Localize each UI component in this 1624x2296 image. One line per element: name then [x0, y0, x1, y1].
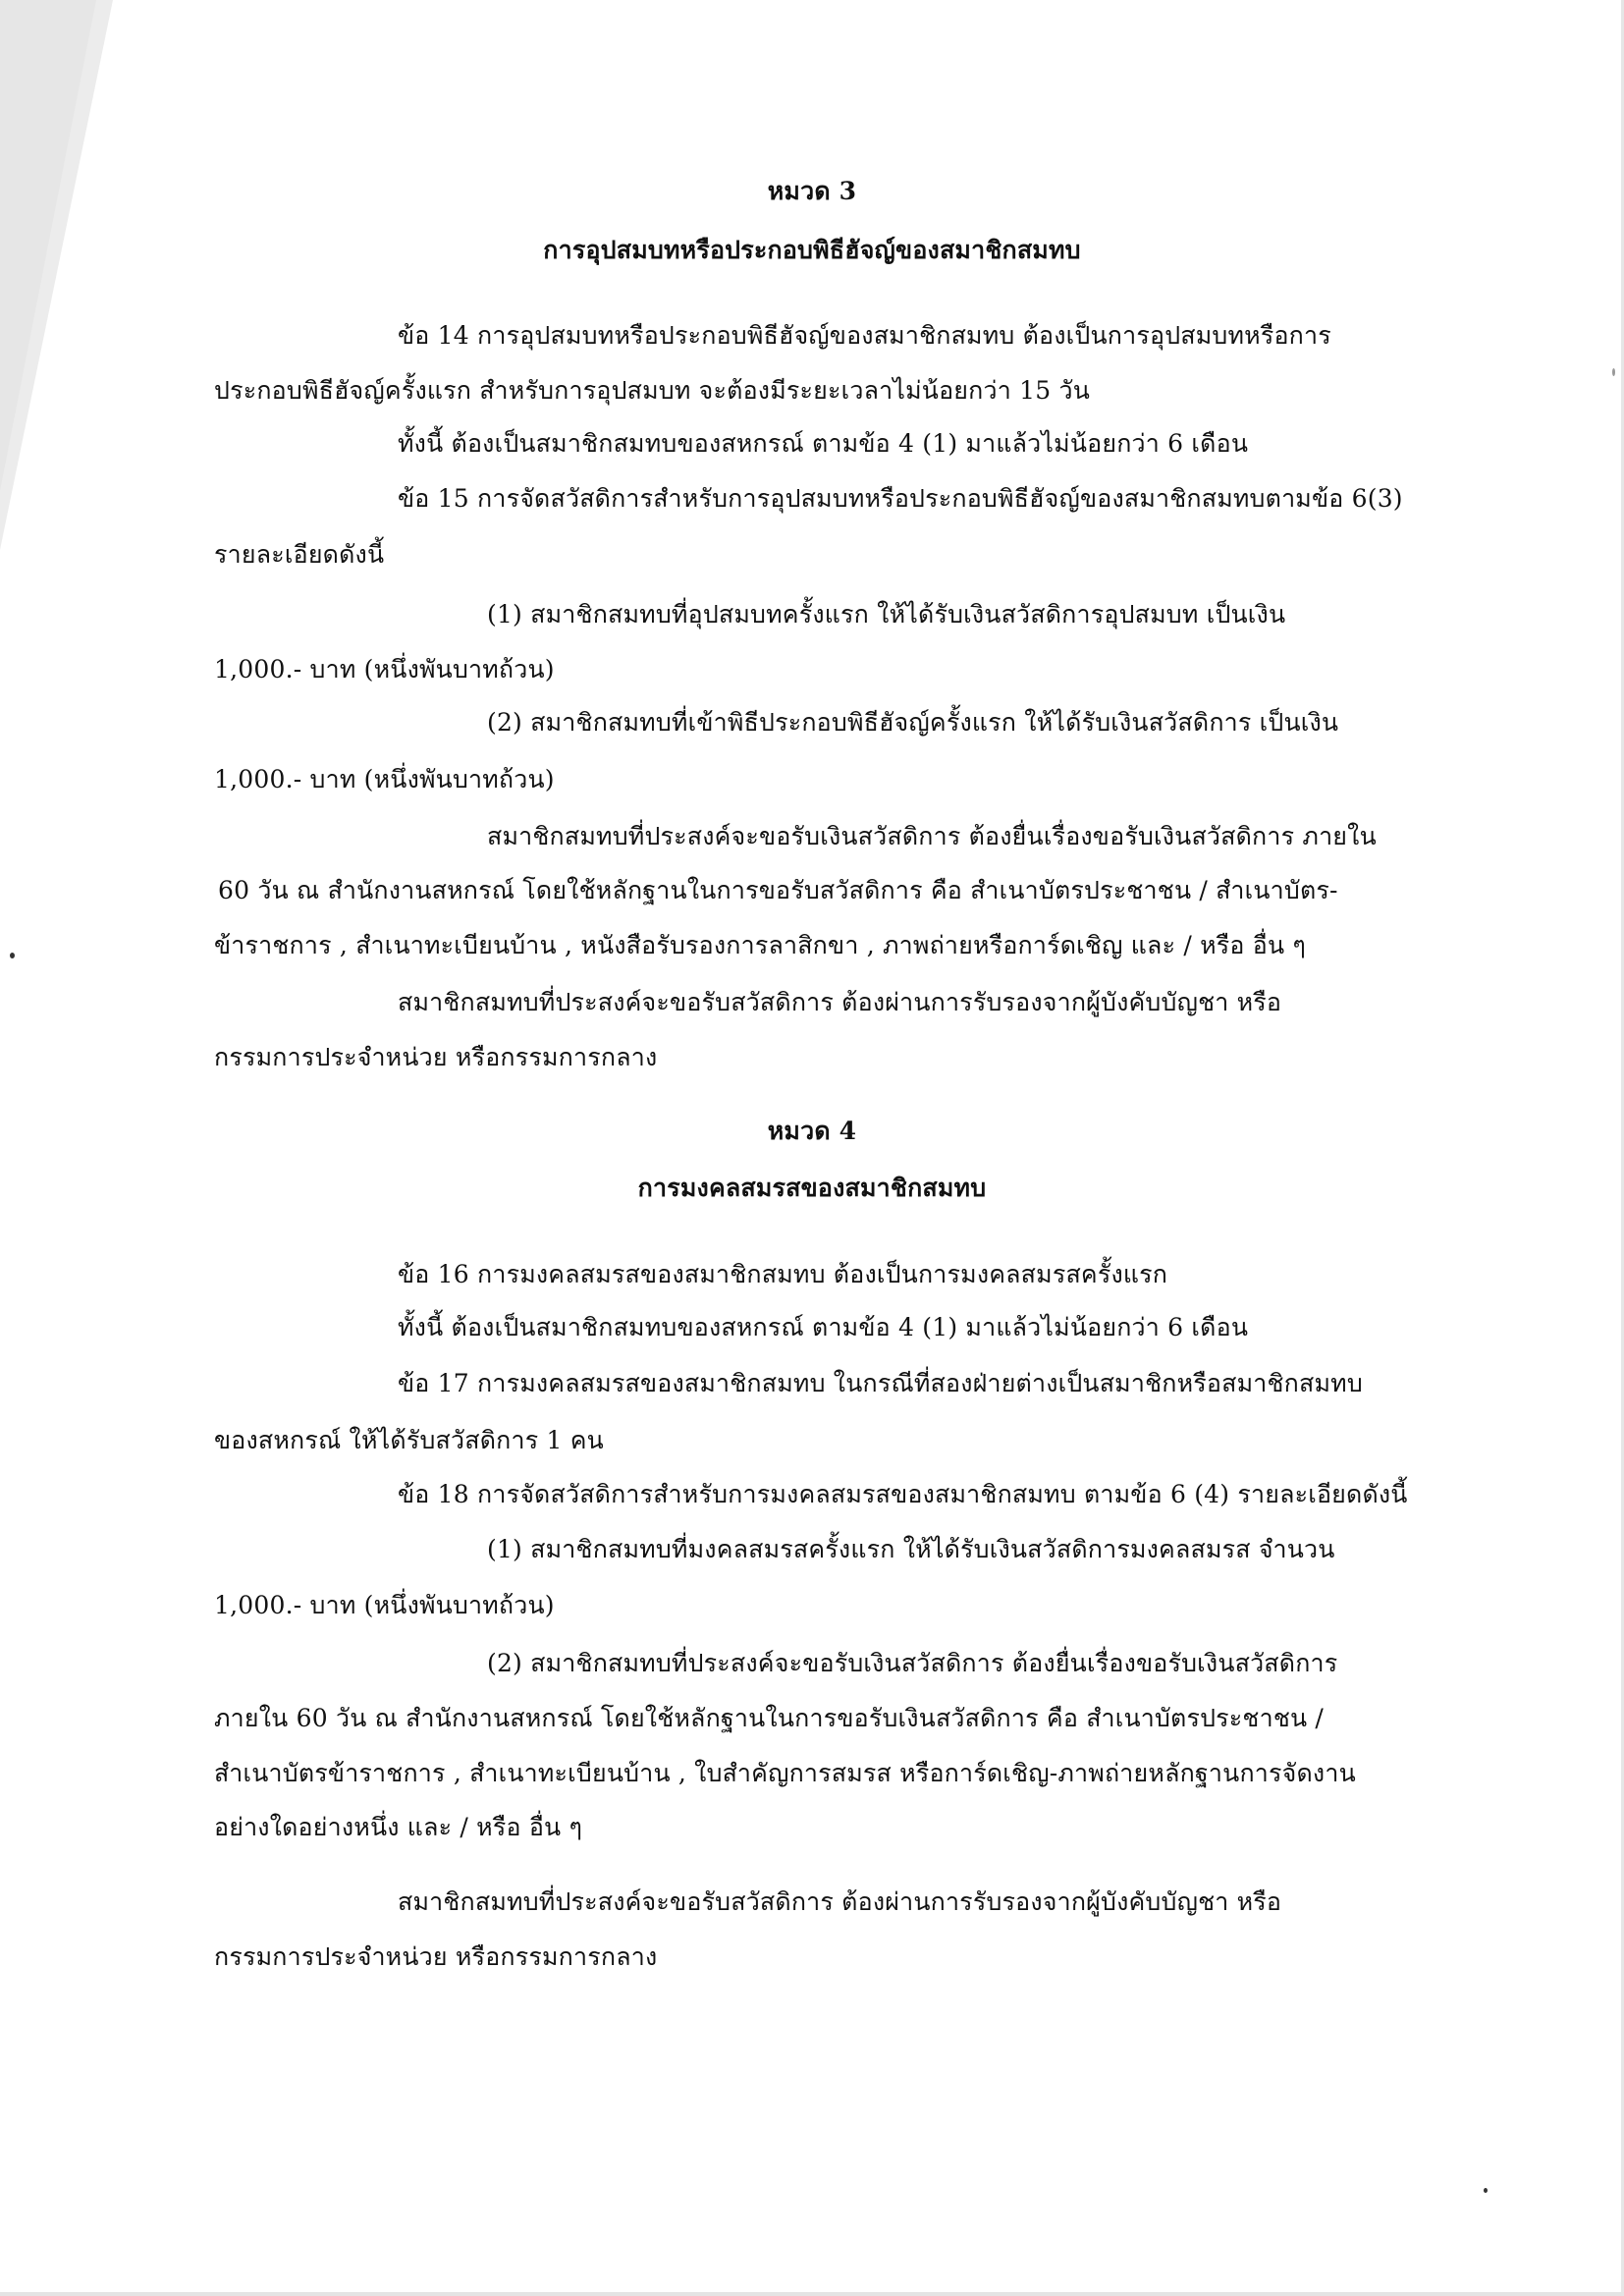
- body-line: สำเนาบัตรข้าราชการ , สำเนาทะเบียนบ้าน , ใบสำคัญการสมรส หรือการ์ดเชิญ-ภาพถ่ายหลักฐานการจัดงาน: [214, 1759, 1356, 1787]
- body-line: 60 วัน ณ สำนักงานสหกรณ์ โดยใช้หลักฐานในการขอรับสวัสดิการ คือ สำเนาบัตรประชาชน / สำเนาบัตร-: [218, 876, 1338, 904]
- body-line: 1,000.- บาท (หนึ่งพันบาทถ้วน): [214, 1591, 555, 1619]
- body-line: ข้อ 16 การมงคลสมรสของสมาชิกสมทบ ต้องเป็นการมงคลสมรสครั้งแรก: [398, 1260, 1168, 1288]
- section3-heading: หมวด 3: [767, 177, 857, 205]
- body-line: ข้อ 15 การจัดสวัสดิการสำหรับการอุปสมบทหรือประกอบพิธีฮัจญ์ของสมาชิกสมทบตามข้อ 6(3): [398, 484, 1403, 513]
- body-line: ภายใน 60 วัน ณ สำนักงานสหกรณ์ โดยใช้หลักฐานในการขอรับเงินสวัสดิการ คือ สำเนาบัตรประชาชน /: [214, 1704, 1325, 1732]
- body-line: ข้อ 17 การมงคลสมรสของสมาชิกสมทบ ในกรณีที่สองฝ่ายต่างเป็นสมาชิกหรือสมาชิกสมทบ: [398, 1369, 1363, 1397]
- body-line: (1) สมาชิกสมทบที่มงคลสมรสครั้งแรก ให้ได้รับเงินสวัสดิการมงคลสมรส จำนวน: [487, 1535, 1335, 1563]
- body-line: ของสหกรณ์ ให้ได้รับสวัสดิการ 1 คน: [214, 1426, 604, 1454]
- scan-speck: [10, 953, 15, 958]
- body-line: (2) สมาชิกสมทบที่ประสงค์จะขอรับเงินสวัสดิการ ต้องยื่นเรื่องขอรับเงินสวัสดิการ: [487, 1649, 1338, 1677]
- body-line: รายละเอียดดังนี้: [214, 540, 385, 569]
- body-line: ประกอบพิธีฮัจญ์ครั้งแรก สำหรับการอุปสมบท จะต้องมีระยะเวลาไม่น้อยกว่า 15 วัน: [214, 376, 1091, 405]
- body-line: (2) สมาชิกสมทบที่เข้าพิธีประกอบพิธีฮัจญ์ครั้งแรก ให้ได้รับเงินสวัสดิการ เป็นเงิน: [487, 708, 1339, 737]
- body-line: สมาชิกสมทบที่ประสงค์จะขอรับสวัสดิการ ต้องผ่านการรับรองจากผู้บังคับบัญชา หรือ: [398, 1887, 1282, 1916]
- body-line: ข้าราชการ , สำเนาทะเบียนบ้าน , หนังสือรับรองการลาสิกขา , ภาพถ่ายหรือการ์ดเชิญ และ / หรือ อื่น ๆ: [214, 931, 1307, 959]
- body-line: ข้อ 14 การอุปสมบทหรือประกอบพิธีฮัจญ์ของสมาชิกสมทบ ต้องเป็นการอุปสมบทหรือการ: [398, 321, 1331, 350]
- section4-title: การมงคลสมรสของสมาชิกสมทบ: [637, 1174, 987, 1202]
- body-line: ทั้งนี้ ต้องเป็นสมาชิกสมทบของสหกรณ์ ตามข้อ 4 (1) มาแล้วไม่น้อยกว่า 6 เดือน: [398, 1313, 1249, 1341]
- body-line: ข้อ 18 การจัดสวัสดิการสำหรับการมงคลสมรสของสมาชิกสมทบ ตามข้อ 6 (4) รายละเอียดดังนี้: [398, 1480, 1408, 1508]
- body-line: กรรมการประจำหน่วย หรือกรรมการกลาง: [214, 1942, 658, 1971]
- body-line: 1,000.- บาท (หนึ่งพันบาทถ้วน): [214, 765, 555, 793]
- body-line: 1,000.- บาท (หนึ่งพันบาทถ้วน): [214, 655, 555, 683]
- section4-heading: หมวด 4: [767, 1117, 857, 1145]
- body-line: กรรมการประจำหน่วย หรือกรรมการกลาง: [214, 1043, 658, 1071]
- body-line: อย่างใดอย่างหนึ่ง และ / หรือ อื่น ๆ: [214, 1813, 583, 1841]
- body-line: ทั้งนี้ ต้องเป็นสมาชิกสมทบของสหกรณ์ ตามข้อ 4 (1) มาแล้วไม่น้อยกว่า 6 เดือน: [398, 429, 1249, 458]
- body-line: สมาชิกสมทบที่ประสงค์จะขอรับสวัสดิการ ต้องผ่านการรับรองจากผู้บังคับบัญชา หรือ: [398, 988, 1282, 1016]
- body-line: สมาชิกสมทบที่ประสงค์จะขอรับเงินสวัสดิการ ต้องยื่นเรื่องขอรับเงินสวัสดิการ ภายใน: [487, 822, 1377, 850]
- section3-title: การอุปสมบทหรือประกอบพิธีฮัจญ์ของสมาชิกสมทบ: [543, 236, 1081, 264]
- scan-speck: [1484, 2188, 1488, 2193]
- body-line: (1) สมาชิกสมทบที่อุปสมบทครั้งแรก ให้ได้รับเงินสวัสดิการอุปสมบท เป็นเงิน: [487, 600, 1286, 629]
- scan-speck: [1612, 368, 1615, 376]
